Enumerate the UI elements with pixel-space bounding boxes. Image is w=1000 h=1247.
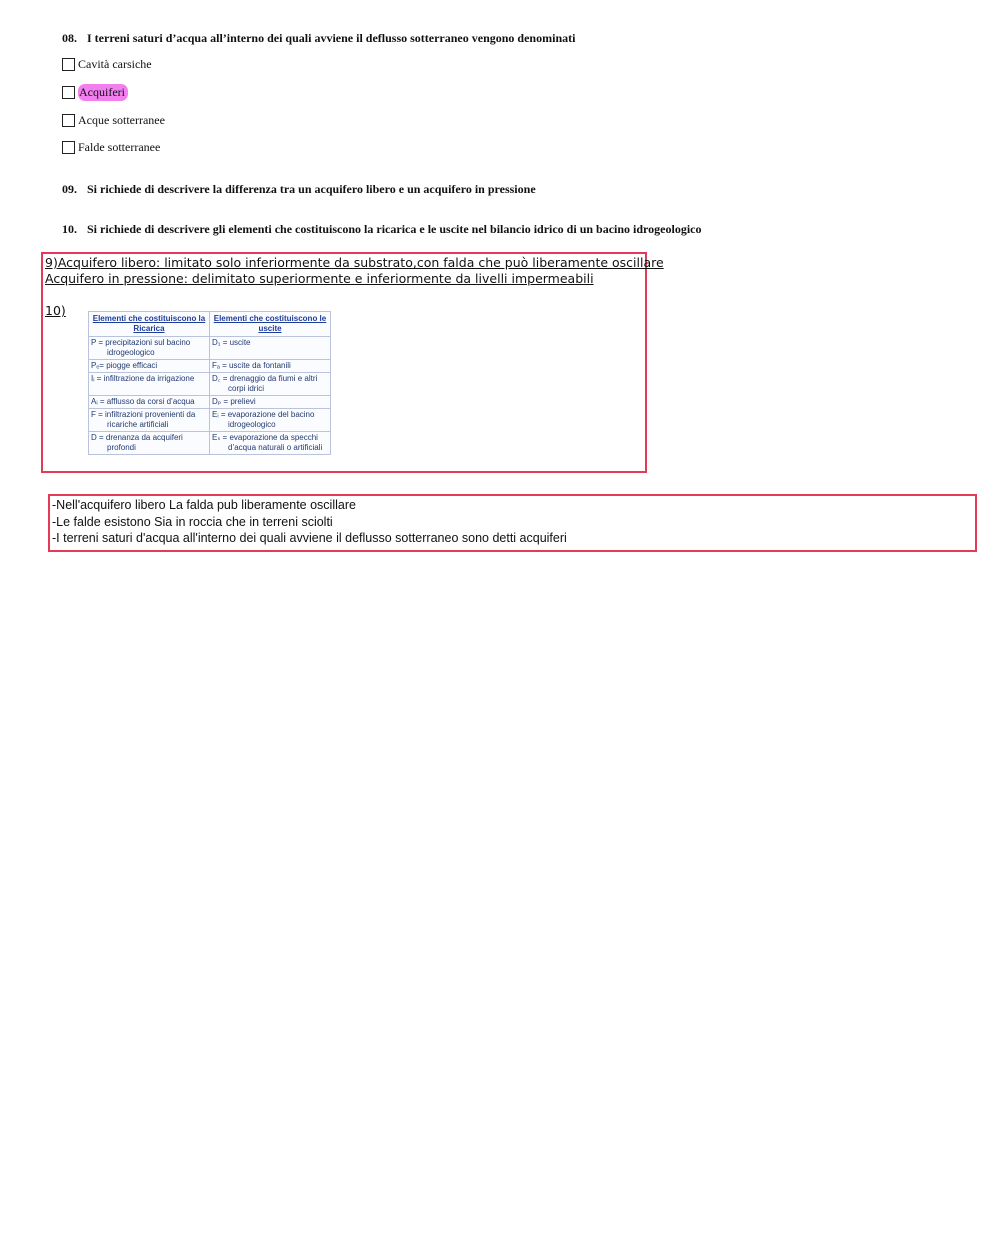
checkbox[interactable] bbox=[62, 141, 75, 154]
table-cell: P = precipitazioni sul bacino idrogeologico bbox=[89, 337, 210, 360]
table-row bbox=[89, 432, 331, 455]
table-cell: D꜀ = drenaggio da fiumi e altri corpi idrici bbox=[210, 373, 331, 396]
note-line: -I terreni saturi d'acqua all'interno dei quali avviene il deflusso sotterraneo sono detti acquiferi bbox=[52, 531, 567, 545]
option-label: Cavità carsiche bbox=[78, 56, 152, 71]
option-label: Acque sotterranee bbox=[78, 112, 165, 127]
question-09 bbox=[62, 182, 536, 197]
table-header-ricarica: Elementi che costituiscono la Ricarica bbox=[89, 312, 210, 337]
question-text: Si richiede di descrivere gli elementi che costituiscono la ricarica e le uscite nel bilancio idrico di un bacino idrogeologico bbox=[87, 222, 702, 236]
answer-10-label: 10) bbox=[45, 303, 66, 318]
table-row bbox=[89, 360, 331, 373]
table-cell: D = drenanza da acquiferi profondi bbox=[89, 432, 210, 455]
table-cell: D₁ = uscite bbox=[210, 337, 331, 360]
question-text: I terreni saturi d’acqua all’interno dei quali avviene il deflusso sotterraneo vengono denominati bbox=[87, 31, 576, 45]
table-cell: Pₑ= piogge efficaci bbox=[89, 360, 210, 373]
option-acque-sotterranee[interactable] bbox=[62, 112, 165, 128]
option-label: Falde sotterranee bbox=[78, 139, 161, 154]
table-row bbox=[89, 396, 331, 409]
table-cell: Dₚ = prelievi bbox=[210, 396, 331, 409]
answer-09-line1: 9)Acquifero libero: limitato solo inferiormente da substrato,con falda che può liberamente oscillare bbox=[45, 255, 664, 270]
table-cell: Eₛ = evaporazione da specchi d’acqua naturali o artificiali bbox=[210, 432, 331, 455]
table-cell: F = infiltrazioni provenienti da ricariche artificiali bbox=[89, 409, 210, 432]
option-acquiferi[interactable] bbox=[62, 84, 128, 100]
note-line: -Le falde esistono Sia in roccia che in terreni sciolti bbox=[52, 514, 333, 529]
question-number: 09. bbox=[62, 182, 77, 196]
question-08 bbox=[62, 31, 575, 46]
table-row bbox=[89, 409, 331, 432]
answer-annotation-box bbox=[41, 252, 664, 473]
water-balance-table bbox=[88, 311, 331, 455]
table-cell: Aᵢ = afflusso da corsi d’acqua bbox=[89, 396, 210, 409]
checkbox[interactable] bbox=[62, 58, 75, 71]
question-number: 10. bbox=[62, 222, 77, 236]
table-header-uscite: Elementi che costituiscono le uscite bbox=[210, 312, 331, 337]
option-falde-sotterranee[interactable] bbox=[62, 139, 160, 155]
question-10 bbox=[62, 222, 701, 237]
table-cell: Fₐ = uscite da fontanili bbox=[210, 360, 331, 373]
checkbox[interactable] bbox=[62, 114, 75, 127]
question-text: Si richiede di descrivere la differenza tra un acquifero libero e un acquifero in pressione bbox=[87, 182, 536, 196]
question-number: 08. bbox=[62, 31, 77, 45]
answer-09-line2: Acquifero in pressione: delimitato superiormente e inferiormente da livelli impermeabili bbox=[45, 271, 594, 286]
table-cell: Eᵢ = evaporazione del bacino idrogeologico bbox=[210, 409, 331, 432]
note-line: -Nell'acquifero libero La falda pub liberamente oscillare bbox=[52, 498, 356, 512]
option-cavita-carsiche[interactable] bbox=[62, 56, 152, 72]
table-row bbox=[89, 373, 331, 396]
table-row bbox=[89, 337, 331, 360]
option-label-highlighted: Acquiferi bbox=[78, 84, 128, 101]
checkbox[interactable] bbox=[62, 86, 75, 99]
table-cell: Iᵢ = infiltrazione da irrigazione bbox=[89, 373, 210, 396]
notes-annotation-box bbox=[48, 494, 977, 552]
